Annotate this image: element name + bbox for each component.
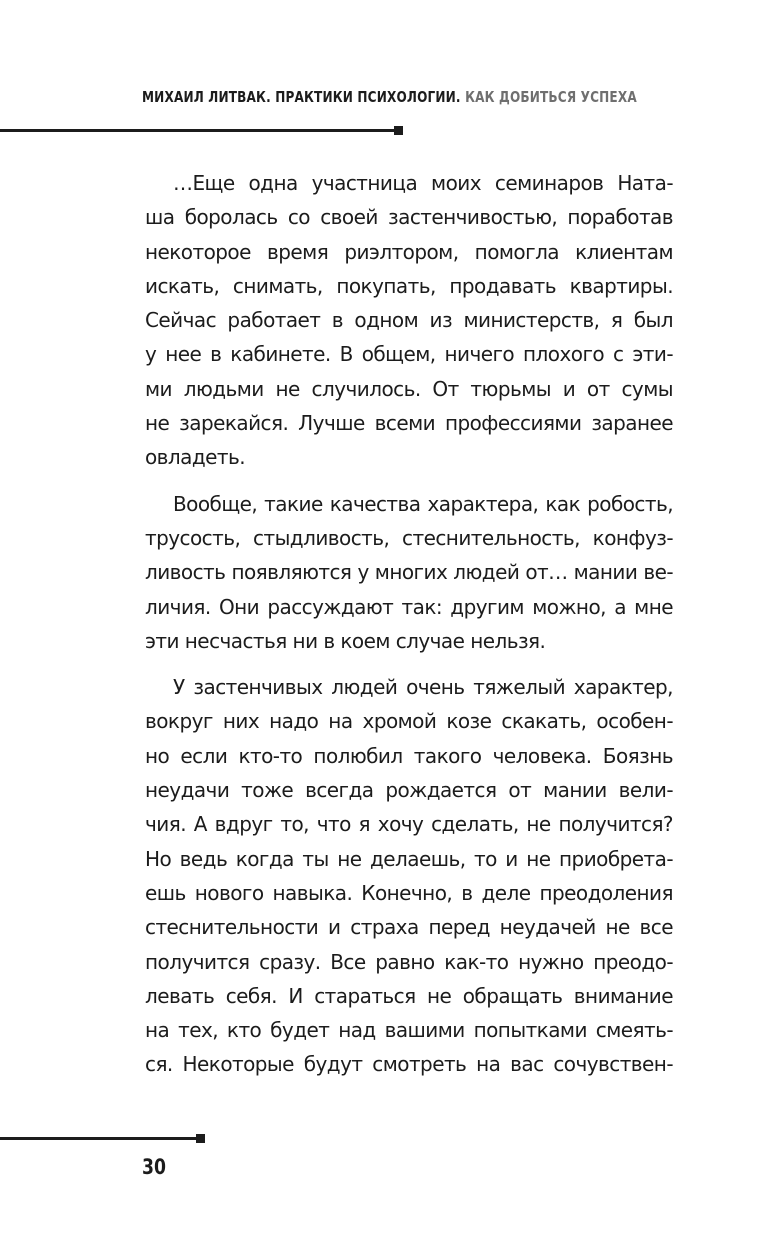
text-line: У застенчивых людей очень тяжелый характер, [173,675,673,700]
paragraph-1 [145,166,673,475]
running-head-author: МИХАИЛ ЛИТВАК. [142,88,271,106]
text-line: ливость появляются у многих людей от… мании ве- [145,560,673,585]
header-rule-end-square [394,126,403,135]
text-line: у нее в кабинете. В общем, ничего плохого с эти- [145,342,673,367]
text-line: некоторое время риэлтором, помогла клиентам [145,239,673,264]
text-line: не зарекайся. Лучше всеми профессиями заранее [145,411,673,436]
footer-rule-end-square [196,1134,205,1143]
text-line: стеснительности и страха перед неудачей не все [145,915,673,940]
text-line: левать себя. И стараться не обращать внимание [145,983,673,1008]
text-line: ся. Некоторые будут смотреть на вас сочувствен- [145,1052,673,1077]
text-line: эти несчастья ни в коем случае нельзя. [145,628,546,653]
text-line: трусость, стыдливость, стеснительность, конфуз- [145,525,673,550]
text-line: ешь нового навыка. Конечно, в деле преодоления [145,880,673,905]
text-line: получится сразу. Все равно как-то нужно преодо- [145,949,673,974]
text-line: овладеть. [145,445,246,470]
paragraph-2 [145,487,673,658]
page-number: 30 [142,1155,166,1179]
text-line: на тех, кто будет над вашими попытками смеять- [145,1018,673,1043]
paragraph-3 [145,670,673,1082]
text-line: но если кто-то полюбил такого человека. Боязнь [145,743,673,768]
text-line: ша боролась со своей застенчивостью, поработав [145,205,673,230]
text-line: личия. Они рассуждают так: другим можно, а мне [145,594,673,619]
text-line: неудачи тоже всегда рождается от мании вели- [145,778,673,803]
text-line: ми людьми не случилось. От тюрьмы и от сумы [145,376,673,401]
text-line: Но ведь когда ты не делаешь, то и не приобрета- [145,846,673,871]
header-rule [0,129,400,132]
text-line: Сейчас работает в одном из министерств, я был [145,308,673,333]
text-line: искать, снимать, покупать, продавать квартиры. [145,273,673,298]
text-line: Вообще, такие качества характера, как робость, [173,491,673,516]
body-text [145,166,673,1082]
running-head [142,88,637,106]
footer-rule [0,1137,202,1140]
paragraph-spacing [145,475,673,487]
text-line: вокруг них надо на хромой козе скакать, особен- [145,709,673,734]
running-head-series: ПРАКТИКИ ПСИХОЛОГИИ. [275,88,461,106]
text-line: …Еще одна участница моих семинаров Ната- [173,171,673,195]
paragraph-spacing [145,658,673,670]
running-head-title: КАК ДОБИТЬСЯ УСПЕХА [465,88,637,106]
text-line: чия. А вдруг то, что я хочу сделать, не получится? [145,812,673,837]
